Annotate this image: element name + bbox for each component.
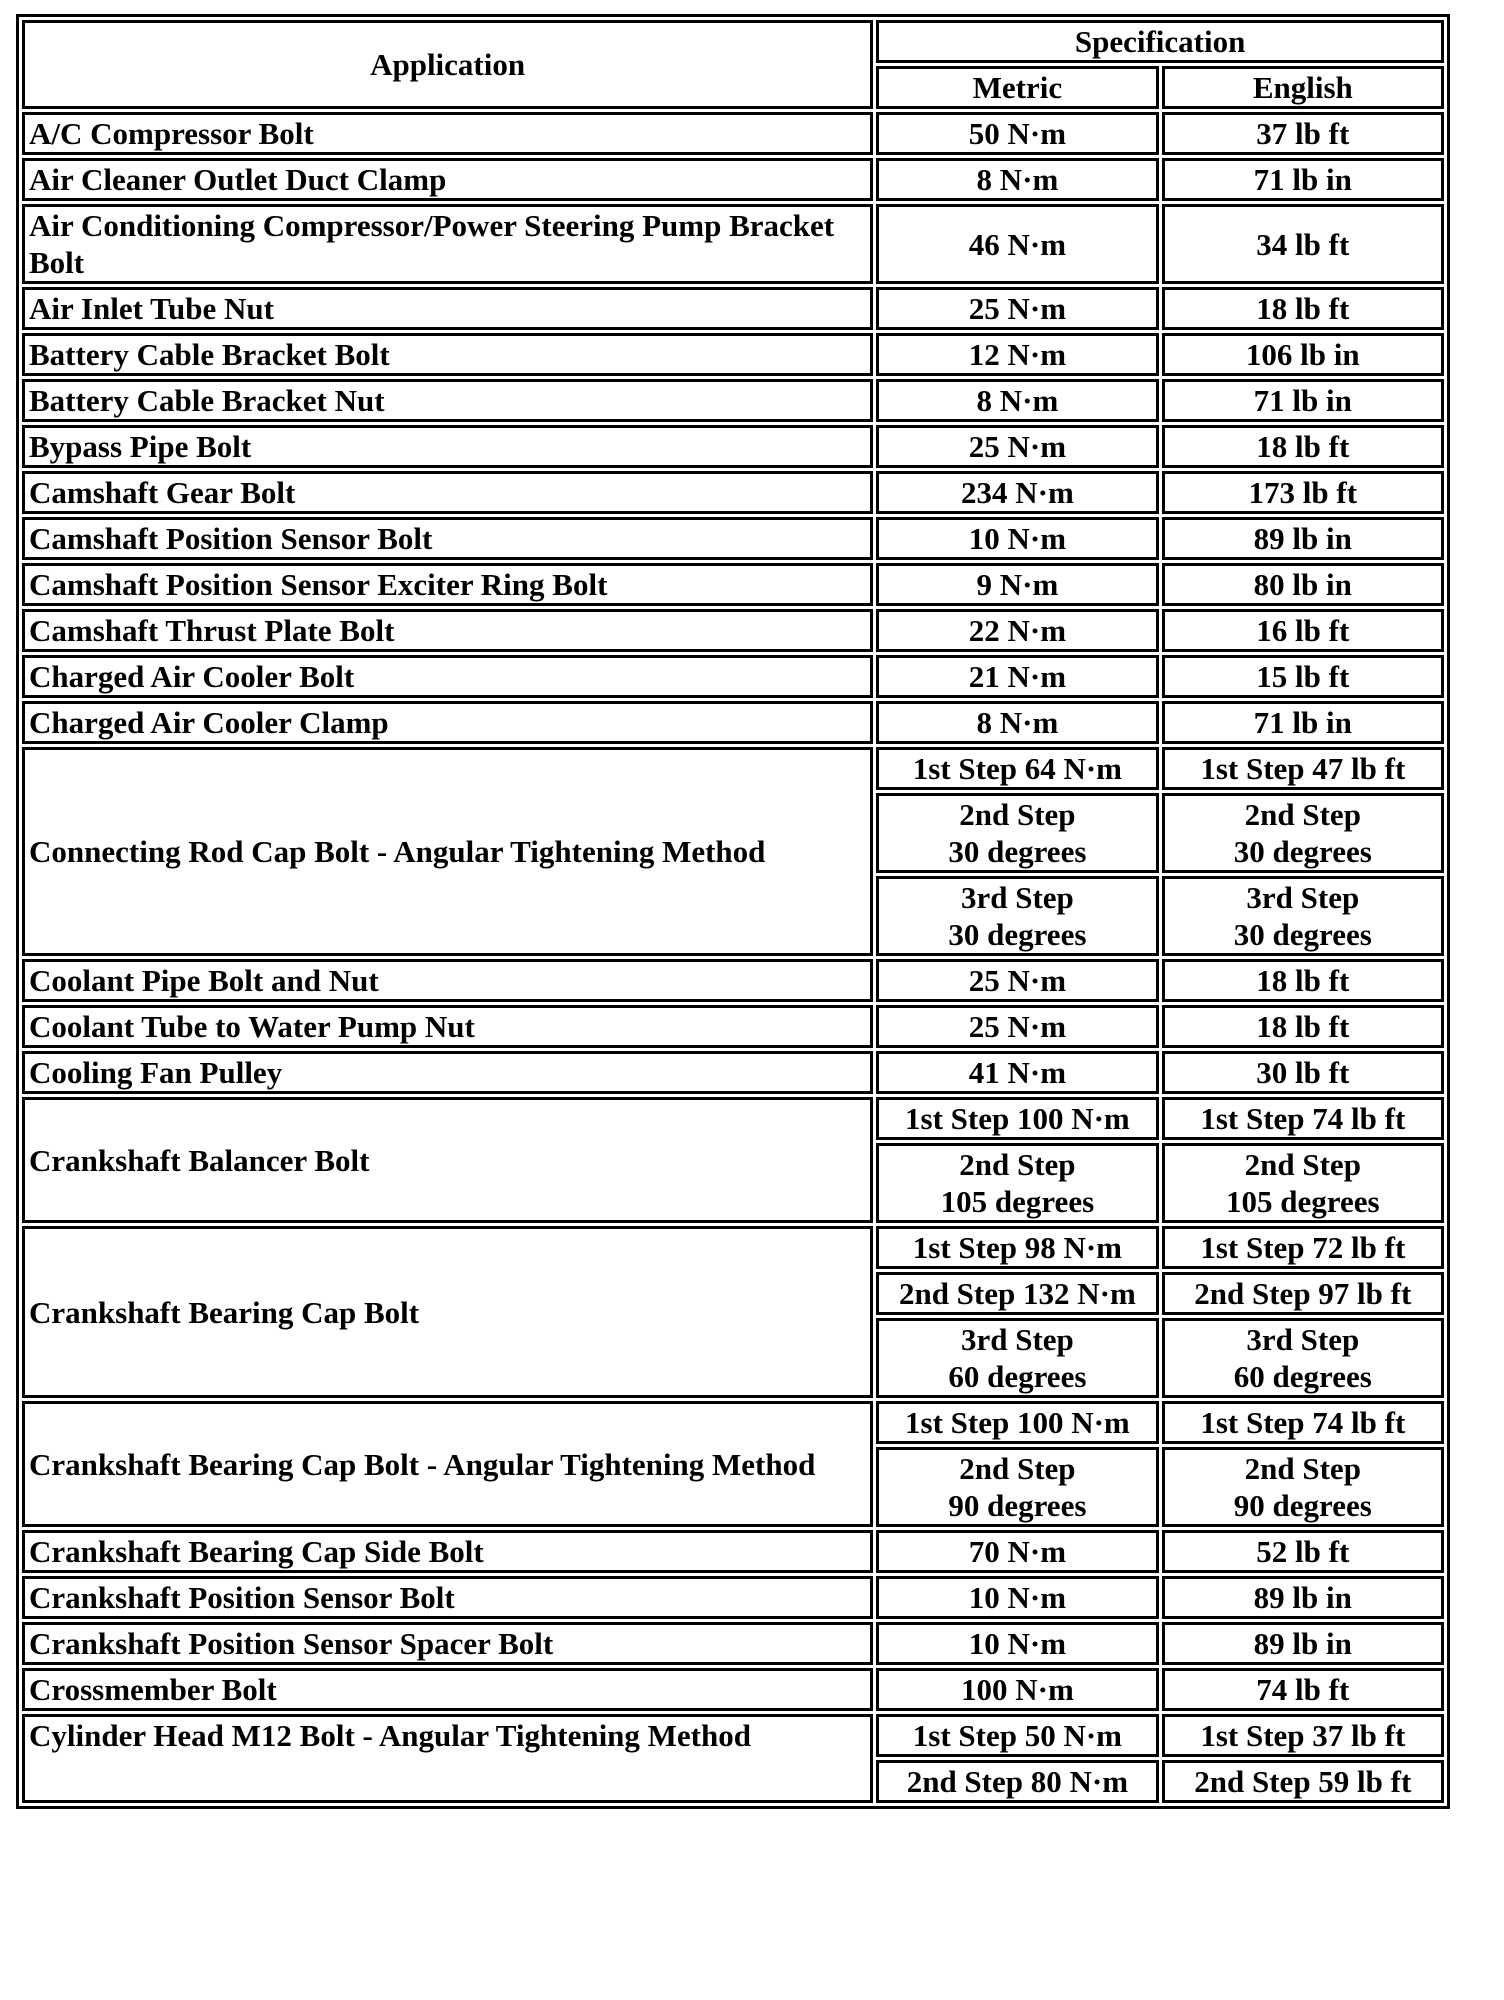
metric-cell: 50 N·m	[876, 112, 1158, 155]
application-cell: Crankshaft Bearing Cap Bolt	[22, 1226, 873, 1398]
english-cell: 18 lb ft	[1162, 287, 1444, 330]
metric-cell: 1st Step 100 N·m	[876, 1097, 1158, 1140]
english-cell: 3rd Step 30 degrees	[1162, 876, 1444, 956]
table-row	[22, 1714, 1444, 1757]
english-cell: 34 lb ft	[1162, 204, 1444, 284]
english-cell: 106 lb in	[1162, 333, 1444, 376]
metric-cell: 3rd Step 30 degrees	[876, 876, 1158, 956]
table-row	[22, 609, 1444, 652]
application-cell: Crossmember Bolt	[22, 1668, 873, 1711]
table-row	[22, 379, 1444, 422]
application-cell: Cooling Fan Pulley	[22, 1051, 873, 1094]
application-cell: Coolant Tube to Water Pump Nut	[22, 1005, 873, 1048]
english-cell: 71 lb in	[1162, 158, 1444, 201]
english-cell: 173 lb ft	[1162, 471, 1444, 514]
metric-cell: 3rd Step 60 degrees	[876, 1318, 1158, 1398]
metric-cell: 21 N·m	[876, 655, 1158, 698]
table-row	[22, 563, 1444, 606]
metric-cell: 10 N·m	[876, 1576, 1158, 1619]
metric-cell: 25 N·m	[876, 287, 1158, 330]
table-row	[22, 655, 1444, 698]
table-body	[22, 112, 1444, 1803]
table-header	[22, 20, 1444, 109]
english-cell: 2nd Step 97 lb ft	[1162, 1272, 1444, 1315]
table-row	[22, 471, 1444, 514]
english-cell: 71 lb in	[1162, 701, 1444, 744]
metric-cell: 25 N·m	[876, 959, 1158, 1002]
specification-header: Specification	[876, 20, 1444, 63]
application-cell: Coolant Pipe Bolt and Nut	[22, 959, 873, 1002]
english-cell: 1st Step 47 lb ft	[1162, 747, 1444, 790]
metric-cell: 1st Step 98 N·m	[876, 1226, 1158, 1269]
english-cell: 89 lb in	[1162, 1576, 1444, 1619]
english-cell: 2nd Step 105 degrees	[1162, 1143, 1444, 1223]
metric-cell: 1st Step 64 N·m	[876, 747, 1158, 790]
table-row	[22, 1622, 1444, 1665]
metric-cell: 1st Step 50 N·m	[876, 1714, 1158, 1757]
metric-cell: 10 N·m	[876, 517, 1158, 560]
application-cell: Connecting Rod Cap Bolt - Angular Tightening Method	[22, 747, 873, 956]
english-cell: 18 lb ft	[1162, 425, 1444, 468]
application-cell: Crankshaft Bearing Cap Bolt - Angular Tightening Method	[22, 1401, 873, 1527]
english-cell: 1st Step 74 lb ft	[1162, 1097, 1444, 1140]
english-cell: 2nd Step 30 degrees	[1162, 793, 1444, 873]
english-cell: 18 lb ft	[1162, 959, 1444, 1002]
application-cell: Camshaft Position Sensor Exciter Ring Bolt	[22, 563, 873, 606]
table-row	[22, 1226, 1444, 1269]
table-row	[22, 959, 1444, 1002]
english-cell: 89 lb in	[1162, 517, 1444, 560]
english-cell: 37 lb ft	[1162, 112, 1444, 155]
english-cell: 15 lb ft	[1162, 655, 1444, 698]
table-row	[22, 747, 1444, 790]
table-row	[22, 1530, 1444, 1573]
english-cell: 71 lb in	[1162, 379, 1444, 422]
application-cell: Battery Cable Bracket Nut	[22, 379, 873, 422]
english-cell: 18 lb ft	[1162, 1005, 1444, 1048]
table-row	[22, 1668, 1444, 1711]
application-cell: Camshaft Thrust Plate Bolt	[22, 609, 873, 652]
english-cell: 1st Step 37 lb ft	[1162, 1714, 1444, 1757]
english-cell: 1st Step 72 lb ft	[1162, 1226, 1444, 1269]
table-row	[22, 287, 1444, 330]
table-row	[22, 1097, 1444, 1140]
table-row	[22, 158, 1444, 201]
metric-cell: 2nd Step 90 degrees	[876, 1447, 1158, 1527]
metric-cell: 100 N·m	[876, 1668, 1158, 1711]
metric-cell: 8 N·m	[876, 158, 1158, 201]
metric-cell: 46 N·m	[876, 204, 1158, 284]
table-row	[22, 333, 1444, 376]
application-cell: Air Conditioning Compressor/Power Steering Pump Bracket Bolt	[22, 204, 873, 284]
table-row	[22, 1576, 1444, 1619]
table-row	[22, 204, 1444, 284]
table-row	[22, 1005, 1444, 1048]
application-cell: Battery Cable Bracket Bolt	[22, 333, 873, 376]
application-cell: Charged Air Cooler Bolt	[22, 655, 873, 698]
metric-cell: 8 N·m	[876, 379, 1158, 422]
metric-cell: 2nd Step 105 degrees	[876, 1143, 1158, 1223]
application-cell: Crankshaft Position Sensor Bolt	[22, 1576, 873, 1619]
english-cell: 3rd Step 60 degrees	[1162, 1318, 1444, 1398]
table-row	[22, 425, 1444, 468]
metric-cell: 2nd Step 30 degrees	[876, 793, 1158, 873]
application-cell: Cylinder Head M12 Bolt - Angular Tightening Method	[22, 1714, 873, 1803]
application-cell: Crankshaft Bearing Cap Side Bolt	[22, 1530, 873, 1573]
table-row	[22, 112, 1444, 155]
application-cell: Charged Air Cooler Clamp	[22, 701, 873, 744]
torque-specification-table	[16, 14, 1450, 1809]
table-row	[22, 517, 1444, 560]
application-cell: Camshaft Gear Bolt	[22, 471, 873, 514]
english-cell: 89 lb in	[1162, 1622, 1444, 1665]
application-cell: Crankshaft Position Sensor Spacer Bolt	[22, 1622, 873, 1665]
metric-cell: 8 N·m	[876, 701, 1158, 744]
english-cell: 52 lb ft	[1162, 1530, 1444, 1573]
application-header: Application	[22, 20, 873, 109]
metric-cell: 234 N·m	[876, 471, 1158, 514]
application-cell: Crankshaft Balancer Bolt	[22, 1097, 873, 1223]
metric-cell: 22 N·m	[876, 609, 1158, 652]
metric-cell: 10 N·m	[876, 1622, 1158, 1665]
application-cell: Bypass Pipe Bolt	[22, 425, 873, 468]
metric-cell: 9 N·m	[876, 563, 1158, 606]
metric-cell: 70 N·m	[876, 1530, 1158, 1573]
english-cell: 80 lb in	[1162, 563, 1444, 606]
application-cell: Air Inlet Tube Nut	[22, 287, 873, 330]
metric-cell: 25 N·m	[876, 1005, 1158, 1048]
table-row	[22, 701, 1444, 744]
metric-cell: 41 N·m	[876, 1051, 1158, 1094]
metric-cell: 12 N·m	[876, 333, 1158, 376]
english-cell: 30 lb ft	[1162, 1051, 1444, 1094]
metric-cell: 2nd Step 80 N·m	[876, 1760, 1158, 1803]
english-header: English	[1162, 66, 1444, 109]
english-cell: 2nd Step 90 degrees	[1162, 1447, 1444, 1527]
table-row	[22, 1401, 1444, 1444]
english-cell: 1st Step 74 lb ft	[1162, 1401, 1444, 1444]
application-cell: Air Cleaner Outlet Duct Clamp	[22, 158, 873, 201]
english-cell: 2nd Step 59 lb ft	[1162, 1760, 1444, 1803]
table-row	[22, 1051, 1444, 1094]
metric-header: Metric	[876, 66, 1158, 109]
metric-cell: 1st Step 100 N·m	[876, 1401, 1158, 1444]
application-cell: Camshaft Position Sensor Bolt	[22, 517, 873, 560]
metric-cell: 25 N·m	[876, 425, 1158, 468]
metric-cell: 2nd Step 132 N·m	[876, 1272, 1158, 1315]
english-cell: 74 lb ft	[1162, 1668, 1444, 1711]
application-cell: A/C Compressor Bolt	[22, 112, 873, 155]
english-cell: 16 lb ft	[1162, 609, 1444, 652]
